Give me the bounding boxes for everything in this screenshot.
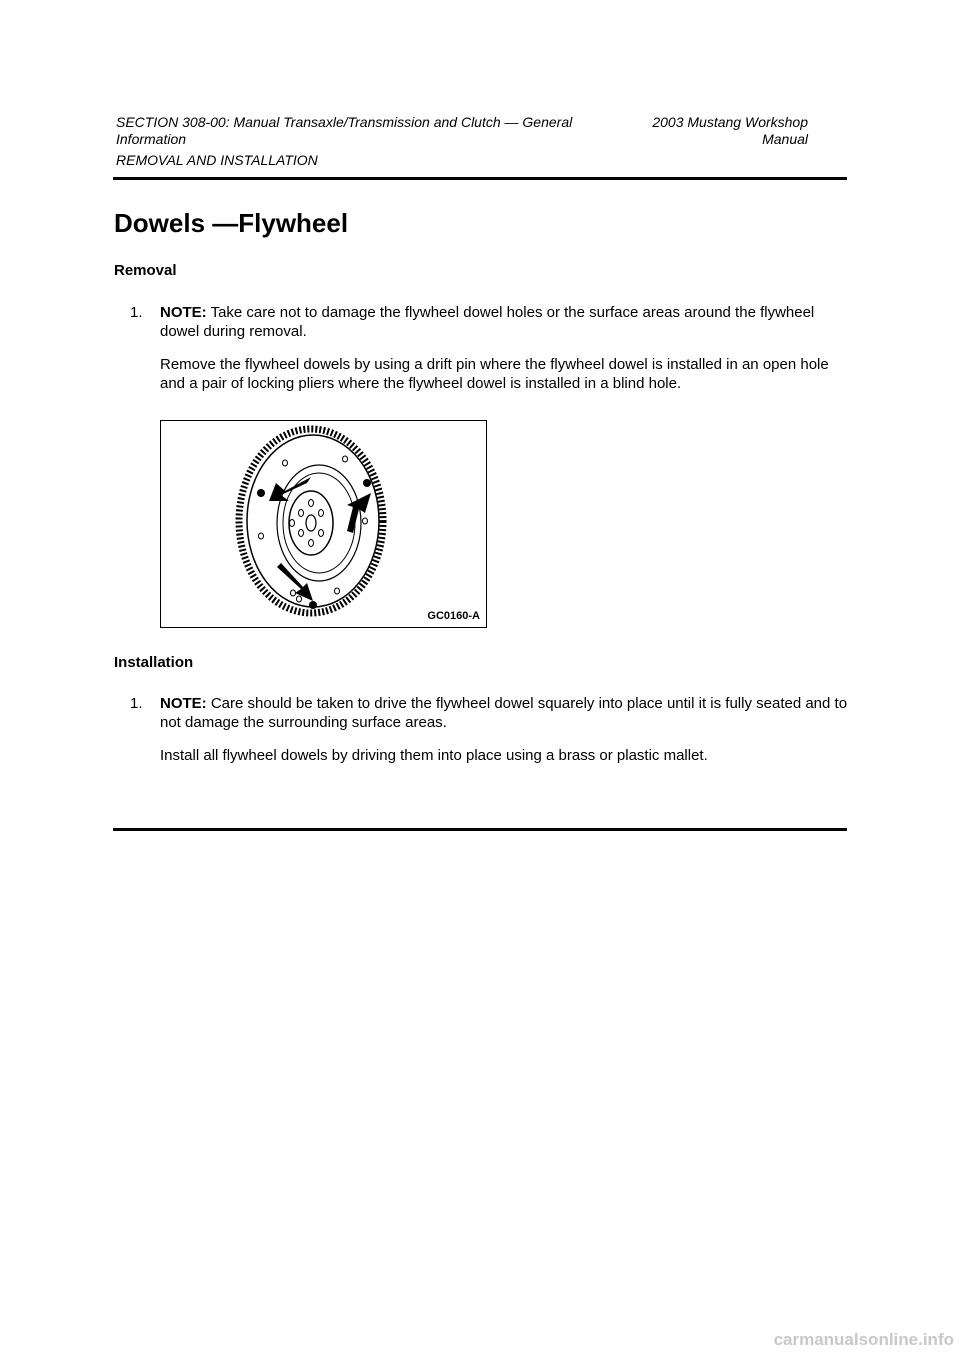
note-label: NOTE: [160,695,207,712]
installation-heading: Installation [114,654,194,671]
page-header [116,114,808,170]
section-title: SECTION 308-00: Manual Transaxle/Transmission and Clutch — General Information [116,114,573,147]
flywheel-icon [239,429,383,613]
flywheel-figure [160,420,487,628]
note-text: Care should be taken to drive the flywheel dowel squarely into place until it is fully seated and to not damage the surrounding surface areas. [160,695,848,731]
subsection-title: REMOVAL AND INSTALLATION [116,152,318,168]
header-rule [113,177,847,180]
figure-caption: GC0160-A [427,610,480,622]
note-label: NOTE: [160,304,207,321]
watermark: carmanualsonline.info [773,1330,954,1349]
page-title: Dowels —Flywheel [114,208,349,238]
footer-rule [113,828,847,831]
step-number: 1. [130,695,143,712]
manual-title: 2003 Mustang Workshop Manual [652,114,808,147]
note-text: Take care not to damage the flywheel dowel holes or the surface areas around the flywheel dowel during removal. [160,304,815,340]
installation-instruction: Install all flywheel dowels by driving them into place using a brass or plastic mallet. [160,747,708,764]
removal-heading: Removal [114,262,177,279]
flywheel-illustration [161,421,486,627]
removal-note [160,303,848,341]
installation-note [160,694,848,732]
removal-instruction: Remove the flywheel dowels by using a drift pin where the flywheel dowel is installed in an open hole and a pair of locking pliers where the flywheel dowel is installed in a blind hole. [160,356,829,392]
step-number: 1. [130,304,143,321]
